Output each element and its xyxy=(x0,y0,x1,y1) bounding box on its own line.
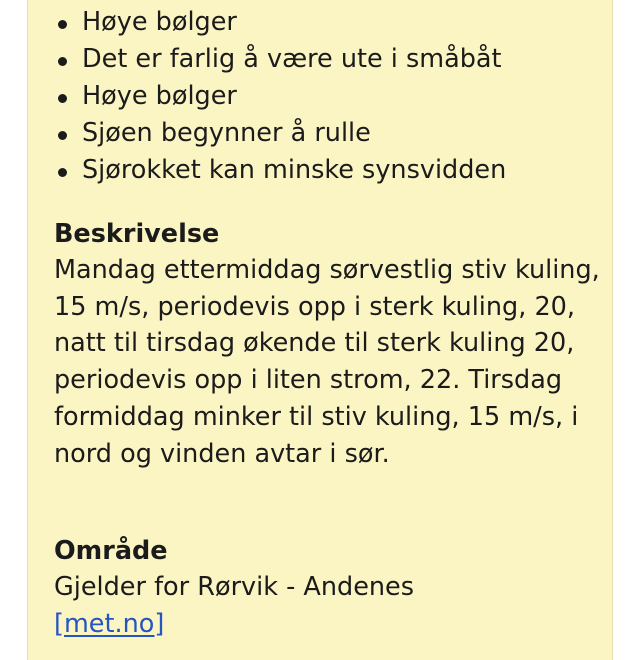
description-heading: Beskrivelse xyxy=(54,219,220,249)
list-item: Høye bølger xyxy=(54,4,602,41)
area-heading: Område xyxy=(54,536,168,566)
consequence-list xyxy=(54,4,602,189)
list-item: Sjøen begynner å rulle xyxy=(54,115,602,152)
list-item: Sjørokket kan minske synsvidden xyxy=(54,152,602,189)
list-item: Det er farlig å være ute i småbåt xyxy=(54,41,602,78)
area-section xyxy=(54,533,602,642)
list-item: Høye bølger xyxy=(54,78,602,115)
warning-card xyxy=(27,0,613,660)
area-text: Gjelder for Rørvik - Andenes xyxy=(54,572,415,602)
description-text: Mandag ettermiddag sørvestlig stiv kuling, 15 m/s, periodevis opp i sterk kuling, 20, natt til tirsdag økende til sterk kuling 20, periodevis opp i liten strom, 22. Tirsdag formiddag minker til stiv kuling, 15 m/s, i nord og vinden avtar i sør. xyxy=(54,255,600,469)
source-link[interactable]: [met.no] xyxy=(54,608,165,639)
description-section xyxy=(54,216,602,472)
